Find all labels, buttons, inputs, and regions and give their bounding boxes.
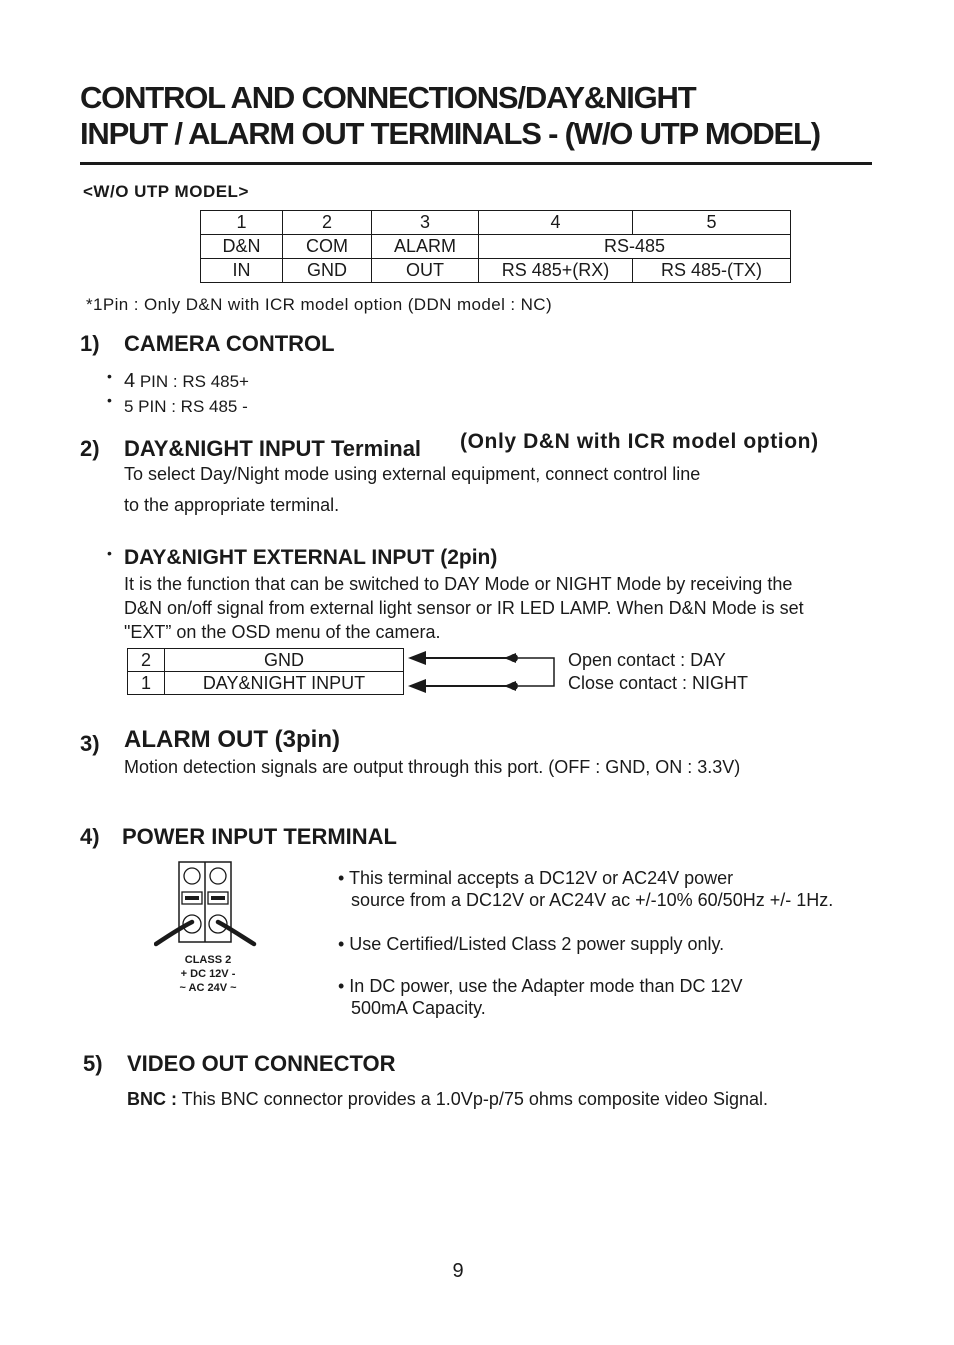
section-3-heading: ALARM OUT (3pin) bbox=[124, 726, 340, 753]
dn-external-input-heading: DAY&NIGHT EXTERNAL INPUT (2pin) bbox=[124, 546, 498, 569]
pin-cell: RS 485+(RX) bbox=[479, 259, 633, 283]
bnc-label: BNC : bbox=[127, 1089, 177, 1109]
section-1-heading: CAMERA CONTROL bbox=[124, 331, 335, 356]
section-5-number: 5) bbox=[83, 1051, 103, 1076]
bullet-dot: • bbox=[107, 392, 112, 408]
power-bullet-1 bbox=[338, 867, 833, 911]
contact-arrow-icon bbox=[504, 653, 516, 663]
screw-icon bbox=[184, 868, 200, 884]
section-2-number: 2) bbox=[80, 436, 100, 461]
section-1-number: 1) bbox=[80, 331, 100, 356]
power-label-line: ~ AC 24V ~ bbox=[179, 982, 237, 994]
dn-pin: 2 bbox=[128, 649, 165, 672]
section-2-heading: DAY&NIGHT INPUT Terminal bbox=[124, 436, 422, 461]
pin-note: *1Pin : Only D&N with ICR model option (DDN model : NC) bbox=[86, 295, 553, 314]
dn-terminal-row bbox=[128, 649, 404, 672]
power-terminal-icon bbox=[154, 860, 258, 952]
page-number: 9 bbox=[452, 1260, 464, 1282]
power-terminal-label bbox=[157, 953, 259, 995]
dn-external-line-2: D&N on/off signal from external light sensor or IR LED LAMP. When D&N Mode is set bbox=[124, 598, 804, 618]
pin-cell: D&N bbox=[201, 235, 283, 259]
pin-cell: 1 bbox=[201, 211, 283, 235]
pin-text: PIN : RS 485+ bbox=[135, 372, 249, 391]
pin-cell: 3 bbox=[372, 211, 479, 235]
dn-pin: 1 bbox=[128, 672, 165, 695]
dn-pin-name: DAY&NIGHT INPUT bbox=[165, 672, 404, 695]
power-bullet-1-line-2: source from a DC12V or AC24V ac +/-10% 60/50Hz +/- 1Hz. bbox=[351, 890, 834, 910]
section-5-heading: VIDEO OUT CONNECTOR bbox=[127, 1051, 396, 1076]
title-rule bbox=[80, 162, 872, 165]
page-title bbox=[80, 80, 820, 152]
dn-external-line-3: "EXT” on the OSD menu of the camera. bbox=[124, 622, 441, 642]
bullet-dot: • bbox=[107, 545, 112, 561]
pin-table-row-numbers bbox=[201, 211, 791, 235]
power-bullet-2: • Use Certified/Listed Class 2 power supply only. bbox=[338, 934, 725, 954]
switch-bracket bbox=[518, 658, 554, 686]
dn-switch-diagram bbox=[404, 646, 564, 698]
section-3-number: 3) bbox=[80, 731, 100, 756]
screw-icon bbox=[210, 868, 226, 884]
wire-slot-inner bbox=[211, 896, 225, 900]
close-contact-label: Close contact : NIGHT bbox=[568, 673, 749, 693]
section-4-heading: POWER INPUT TERMINAL bbox=[122, 824, 397, 849]
page-title-line-2: INPUT / ALARM OUT TERMINALS - (W/O UTP MODEL) bbox=[80, 116, 820, 151]
wire-slot-inner bbox=[185, 896, 199, 900]
section-2-line-1: To select Day/Night mode using external equipment, connect control line bbox=[124, 464, 701, 484]
section-2-line-2: to the appropriate terminal. bbox=[124, 495, 340, 515]
pin-cell: OUT bbox=[372, 259, 479, 283]
dn-external-line-1: It is the function that can be switched to DAY Mode or NIGHT Mode by receiving the bbox=[124, 574, 793, 594]
pin-table bbox=[200, 210, 791, 283]
bullet-dot: • bbox=[107, 368, 112, 384]
camera-control-bullet-2: 5 PIN : RS 485 - bbox=[124, 397, 248, 416]
pin-cell: 2 bbox=[283, 211, 372, 235]
camera-control-bullet-1 bbox=[124, 370, 249, 393]
power-label-line: + DC 12V - bbox=[180, 968, 236, 980]
pin-cell: RS 485-(TX) bbox=[633, 259, 791, 283]
page-title-line-1: CONTROL AND CONNECTIONS/DAY&NIGHT bbox=[80, 80, 696, 115]
section-5-text bbox=[127, 1087, 768, 1111]
arrow-head-icon bbox=[408, 679, 426, 693]
pin-cell: IN bbox=[201, 259, 283, 283]
pin-cell: ALARM bbox=[372, 235, 479, 259]
power-bullet-1-line-1: • This terminal accepts a DC12V or AC24V power bbox=[338, 868, 734, 888]
power-bullet-3-line-1: • In DC power, use the Adapter mode than DC 12V bbox=[338, 976, 743, 996]
dn-terminal-row bbox=[128, 672, 404, 695]
dn-terminal-table bbox=[127, 648, 404, 695]
section-2-heading-note: (Only D&N with ICR model option) bbox=[460, 430, 819, 453]
dn-pin-name: GND bbox=[165, 649, 404, 672]
model-label: <W/O UTP MODEL> bbox=[83, 182, 249, 201]
power-label-line: CLASS 2 bbox=[184, 954, 232, 966]
pin-cell: 4 bbox=[479, 211, 633, 235]
bnc-description: This BNC connector provides a 1.0Vp-p/75 ohms composite video Signal. bbox=[177, 1089, 768, 1109]
pin-number: 4 bbox=[124, 370, 136, 392]
pin-table-row-function bbox=[201, 235, 791, 259]
pin-cell: COM bbox=[283, 235, 372, 259]
arrow-head-icon bbox=[408, 651, 426, 665]
open-contact-label: Open contact : DAY bbox=[568, 650, 726, 670]
pin-cell: RS-485 bbox=[479, 235, 791, 259]
pin-cell: 5 bbox=[633, 211, 791, 235]
power-bullet-3-line-2: 500mA Capacity. bbox=[351, 998, 486, 1018]
pin-cell: GND bbox=[283, 259, 372, 283]
power-bullet-3 bbox=[338, 975, 743, 1019]
section-4-number: 4) bbox=[80, 824, 100, 849]
contact-arrow-icon bbox=[504, 681, 516, 691]
section-3-line-1: Motion detection signals are output through this port. (OFF : GND, ON : 3.3V) bbox=[124, 757, 741, 777]
pin-table-row-signal bbox=[201, 259, 791, 283]
